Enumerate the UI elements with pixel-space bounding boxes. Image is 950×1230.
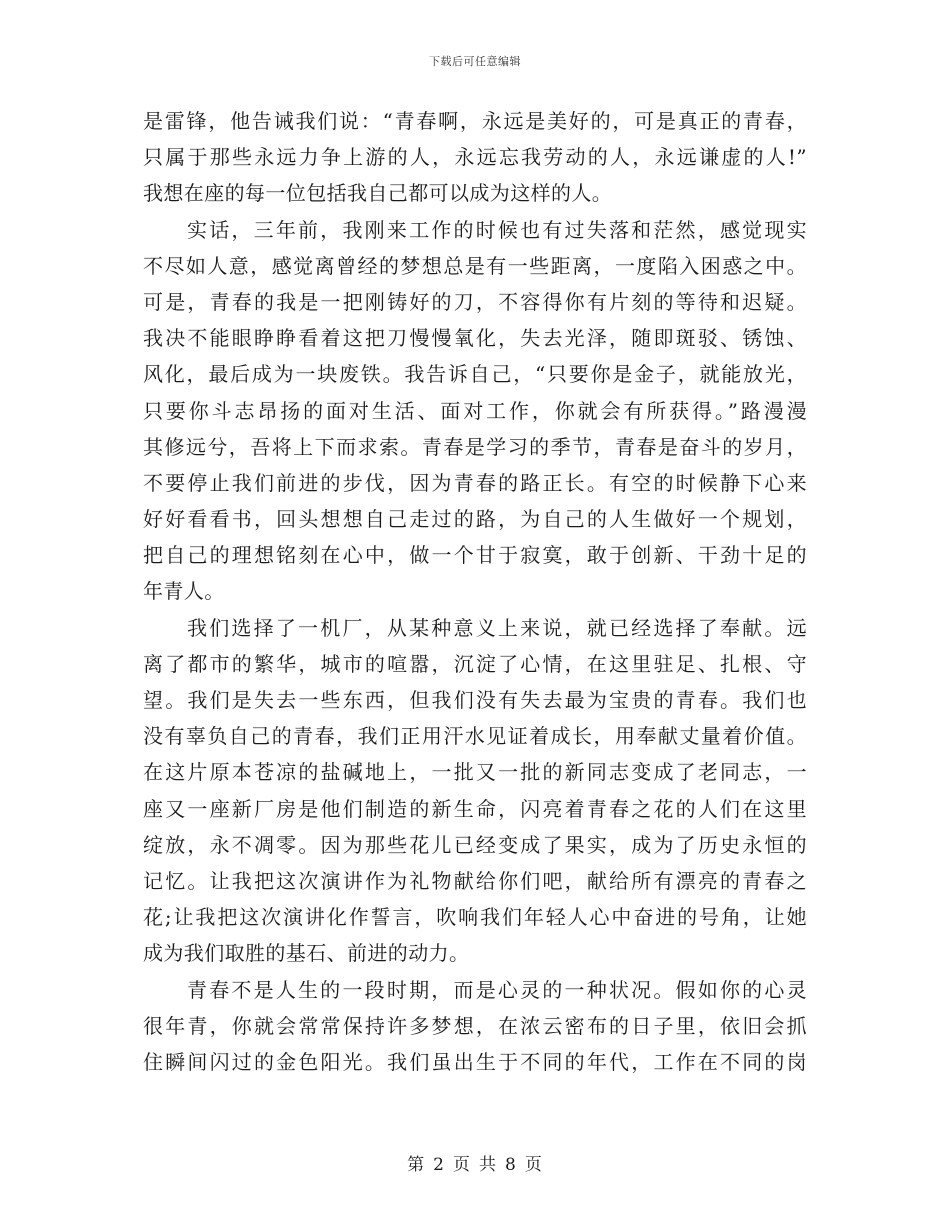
header-note: 下载后可任意编辑 [429, 55, 521, 68]
text-line: 不要停止我们前进的步伐，因为青春的路正长。有空的时候静下心来 [143, 470, 807, 495]
text-line: 把自己的理想铭刻在心中，做一个甘于寂寞，敢于创新、干劲十足的 [143, 543, 807, 568]
text-line: 在这片原本苍凉的盐碱地上，一批又一批的新同志变成了老同志，一 [143, 760, 807, 785]
text-line: 实话，三年前，我刚来工作的时候也有过失落和茫然，感觉现实 [187, 217, 807, 242]
text-line: 风化，最后成为一块废铁。我告诉自己，“只要你是金子，就能放光， [143, 362, 807, 387]
text-line: 是雷锋，他告诫我们说：“青春啊，永远是美好的，可是真正的青春， [143, 109, 807, 133]
text-line: 我们选择了一机厂，从某种意义上来说，就已经选择了奉献。远 [187, 615, 807, 640]
text-line: 没有辜负自己的青春，我们正用汗水见证着成长，用奉献丈量着价值。 [143, 724, 807, 749]
text-line: 年青人。 [143, 579, 225, 604]
text-line: 我决不能眼睁睁看着这把刀慢慢氧化，失去光泽，随即斑驳、锈蚀、 [143, 326, 807, 351]
text-line: 我想在座的每一位包括我自己都可以成为这样的人。 [143, 181, 613, 206]
text-line: 不尽如人意，感觉离曾经的梦想总是有一些距离，一度陷入困惑之中。 [143, 253, 807, 278]
text-line: 住瞬间闪过的金色阳光。我们虽出生于不同的年代，工作在不同的岗 [143, 1049, 807, 1074]
text-line: 很年青，你就会常常保持许多梦想，在浓云密布的日子里，依旧会抓 [143, 1013, 807, 1038]
footer-label-ye2: 页 [524, 1155, 543, 1175]
text-line: 望。我们是失去一些东西，但我们没有失去最为宝贵的青春。我们也 [143, 688, 807, 712]
footer-label-gong: 共 [479, 1155, 497, 1175]
text-line: 其修远兮，吾将上下而求索。青春是学习的季节，青春是奋斗的岁月， [143, 434, 807, 459]
text-line: 离了都市的繁华，城市的喧嚣，沉淀了心情，在这里驻足、扎根、守 [143, 651, 807, 676]
text-line: 可是，青春的我是一把刚铸好的刀，不容得你有片刻的等待和迟疑。 [143, 289, 807, 314]
text-line: 花;让我把这次演讲化作誓言，吹响我们年轻人心中奋进的号角，让她 [143, 905, 807, 930]
current-page-number: 2 [433, 1155, 445, 1175]
text-line: 座又一座新厂房是他们制造的新生命，闪亮着青春之花的人们在这里 [143, 796, 807, 821]
text-line: 只属于那些永远力争上游的人，永远忘我劳动的人，永远谦虚的人!” [143, 145, 807, 170]
text-line: 只要你斗志昂扬的面对生活、面对工作，你就会有所获得。”路漫漫 [143, 398, 807, 423]
footer-label-di: 第 [407, 1155, 426, 1175]
footer-label-ye: 页 [453, 1155, 471, 1175]
text-line: 成为我们取胜的基石、前进的动力。 [143, 941, 470, 966]
document-body [143, 103, 807, 1080]
text-line: 青春不是人生的一段时期，而是心灵的一种状况。假如你的心灵 [187, 977, 807, 1002]
text-line: 绽放，永不凋零。因为那些花儿已经变成了果实，成为了历史永恒的 [143, 832, 807, 857]
total-page-count: 8 [505, 1155, 517, 1175]
text-line: 好好看看书，回头想想自己走过的路，为自己的人生做好一个规划， [143, 507, 807, 532]
text-line: 记忆。让我把这次演讲作为礼物献给你们吧，献给所有漂亮的青春之 [143, 868, 807, 893]
page-footer [0, 1150, 950, 1175]
